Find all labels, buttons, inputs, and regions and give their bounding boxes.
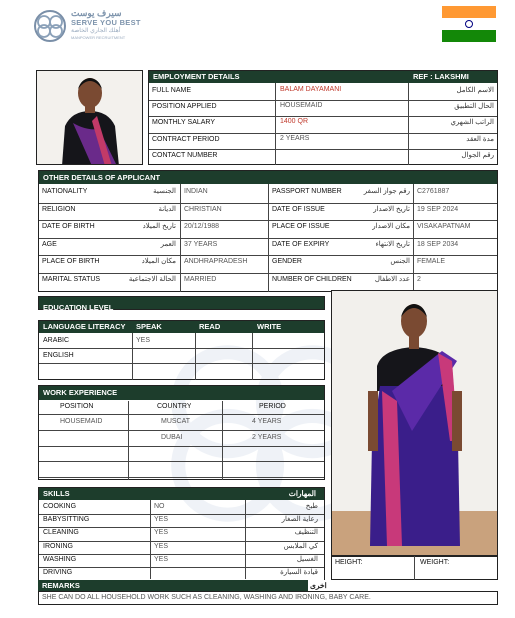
employment-header — [149, 71, 497, 83]
flag-stripe-saffron — [442, 6, 496, 18]
employment-title: EMPLOYMENT DETAILS — [153, 72, 240, 81]
flag-stripe-white — [442, 18, 496, 30]
employment-row-value: 1400 QR — [280, 118, 309, 126]
remarks-title-arabic: اخرى — [310, 581, 327, 590]
other-row-label: PLACE OF BIRTH — [42, 258, 100, 266]
employment-row-label: CONTACT NUMBER — [152, 151, 218, 159]
other-row-arabic: الجنسية — [153, 188, 176, 195]
skill-label: WASHING — [43, 555, 77, 563]
language-col-literacy: LANGUAGE LITERACY — [43, 322, 126, 331]
work-cell: MUSCAT — [161, 418, 191, 425]
skill-arabic: طبخ — [305, 503, 318, 510]
other-row-arabic-right: مكان الاصدار — [372, 223, 410, 231]
other-details-title: OTHER DETAILS OF APPLICANT — [43, 173, 161, 182]
employment-row-arabic: مدة العقد — [466, 135, 494, 143]
skill-arabic: التنظيف — [294, 529, 318, 537]
other-row-label: AGE — [42, 240, 57, 248]
logo-tagline: MANPOWER RECRUITMENT — [71, 35, 126, 40]
skill-value: YES — [154, 555, 169, 563]
employment-row-value: HOUSEMAID — [280, 102, 323, 110]
employment-row-arabic: الحال التطبيق — [454, 103, 494, 111]
employment-row-label: POSITION APPLIED — [152, 103, 217, 111]
row-divider — [39, 255, 497, 256]
logo-arabic: سيرف يوست — [71, 8, 122, 18]
other-row-value: MARRIED — [184, 276, 217, 283]
other-row-arabic: الديانة — [158, 205, 176, 213]
applicant-photo-full — [331, 290, 498, 556]
employment-row-arabic: الاسم الكامل — [456, 87, 494, 94]
other-row-value-right: C2761887 — [417, 188, 450, 195]
other-row-value-right: 2 — [417, 276, 421, 283]
skill-value: YES — [154, 542, 169, 550]
skill-label: DRIVING — [43, 569, 73, 576]
other-row-arabic-right: عدد الاطفال — [374, 276, 410, 283]
applicant-photo-small — [36, 70, 143, 165]
work-col-position: POSITION — [60, 403, 94, 410]
row-divider — [149, 133, 497, 134]
other-row-arabic: الحالة الاجتماعية — [128, 276, 176, 283]
remarks-text: SHE CAN DO ALL HOUSEHOLD WORK SUCH AS CLEANING, WASHING AND IRONING, BABY CARE. — [42, 594, 371, 601]
remarks-title: REMARKS — [42, 581, 80, 590]
other-row-value-right: VISAKAPATNAM — [417, 223, 471, 231]
reference-label: REF : LAKSHMI — [413, 72, 469, 81]
language-cell: ENGLISH — [43, 352, 74, 359]
skills-header — [39, 488, 324, 500]
employment-row-arabic: رقم الجوال — [461, 151, 494, 159]
skill-arabic: قيادة السيارة — [280, 569, 318, 576]
other-row-arabic-right: رقم جواز السفر — [363, 188, 410, 195]
other-row-arabic: العمر — [160, 240, 176, 248]
education-title: EDUCATION LEVEL — [43, 303, 114, 312]
language-cell: YES — [136, 337, 151, 344]
other-row-value-right: FEMALE — [417, 258, 446, 266]
height-label: HEIGHT: — [335, 559, 363, 566]
employment-row-value: 2 YEARS — [280, 134, 310, 142]
row-divider — [39, 461, 324, 462]
work-cell: 2 YEARS — [252, 433, 282, 441]
other-details-header — [39, 171, 497, 184]
other-row-label-right: DATE OF EXPIRY — [272, 240, 330, 248]
row-divider — [39, 446, 324, 447]
work-cell: DUBAI — [161, 433, 183, 441]
other-row-arabic: تاريخ الميلاد — [142, 223, 176, 231]
skill-label: COOKING — [43, 503, 77, 510]
other-row-label-right: DATE OF ISSUE — [272, 205, 325, 213]
work-experience-title: WORK EXPERIENCE — [43, 388, 118, 397]
other-row-label: DATE OF BIRTH — [42, 223, 95, 231]
row-divider — [39, 514, 324, 515]
weight-label: WEIGHT: — [420, 559, 450, 566]
language-col-write: WRITE — [257, 322, 282, 331]
row-divider — [149, 116, 497, 117]
row-divider — [149, 100, 497, 101]
other-row-label-right: PLACE OF ISSUE — [272, 223, 330, 231]
row-divider — [39, 363, 324, 364]
skill-value: YES — [154, 529, 169, 537]
other-row-value: INDIAN — [184, 188, 208, 195]
other-row-label-right: NUMBER OF CHILDREN — [272, 276, 352, 283]
work-col-country: COUNTRY — [157, 403, 192, 410]
other-row-value: CHRISTIAN — [184, 205, 222, 213]
skill-value: NO — [154, 503, 165, 510]
other-row-value: 37 YEARS — [184, 240, 218, 248]
flag-stripe-green — [442, 30, 496, 42]
logo-name: SERVE YOU BEST — [71, 18, 141, 27]
column-divider — [222, 401, 223, 480]
row-divider — [39, 567, 324, 568]
employment-row-arabic: الراتب الشهري — [450, 119, 494, 127]
row-divider — [39, 477, 324, 478]
skills-title-arabic: المهارات — [288, 489, 316, 498]
skill-arabic: الغسيل — [296, 555, 318, 563]
employment-row-label: MONTHLY SALARY — [152, 119, 216, 127]
row-divider — [39, 541, 324, 542]
skills-title: SKILLS — [43, 489, 70, 498]
language-cell: ARABIC — [43, 337, 70, 344]
other-row-arabic-right: تاريخ الاصدار — [373, 205, 410, 213]
other-row-label: NATIONALITY — [42, 188, 88, 195]
employment-row-value: BALAM DAYAMANI — [280, 86, 342, 93]
row-divider — [39, 554, 324, 555]
person-portrait-icon — [37, 71, 143, 165]
row-divider — [39, 414, 324, 415]
other-row-value: 20/12/1988 — [184, 223, 220, 231]
other-row-arabic-right: الجنس — [390, 258, 410, 266]
work-experience-header — [39, 386, 324, 400]
row-divider — [39, 527, 324, 528]
skill-value: YES — [154, 516, 169, 524]
other-row-label-right: GENDER — [272, 258, 302, 266]
skill-label: IRONING — [43, 542, 73, 550]
row-divider — [149, 149, 497, 150]
skill-arabic: كي الملابس — [283, 542, 318, 550]
work-cell: 4 YEARS — [252, 418, 282, 425]
logo-emblem-icon — [33, 9, 67, 43]
skill-label: BABYSITTING — [43, 516, 90, 524]
row-divider — [39, 273, 497, 274]
logo-tagline-arabic: أهلك الجاري الخاصة — [71, 28, 121, 34]
row-divider — [39, 220, 497, 221]
language-col-speak: SPEAK — [136, 322, 162, 331]
other-row-label: MARITAL STATUS — [42, 276, 101, 283]
column-divider — [128, 401, 129, 480]
other-row-arabic-right: تاريخ الانتهاء — [375, 240, 410, 248]
person-full-body-icon — [332, 291, 498, 556]
other-row-value: ANDHRAPRADESH — [184, 258, 248, 266]
other-row-value-right: 19 SEP 2024 — [417, 205, 459, 213]
skill-arabic: رعاية الصغار — [281, 516, 318, 524]
india-flag — [442, 6, 496, 42]
work-col-period: PERIOD — [259, 403, 286, 410]
work-cell: HOUSEMAID — [60, 418, 103, 425]
row-divider — [39, 238, 497, 239]
remarks-header — [38, 580, 325, 591]
other-row-arabic: مكان الميلاد — [141, 258, 176, 266]
skill-label: CLEANING — [43, 529, 79, 537]
company-logo — [33, 8, 143, 44]
other-row-label-right: PASSPORT NUMBER — [272, 188, 342, 195]
other-row-label: RELIGION — [42, 205, 76, 213]
employment-row-label: FULL NAME — [152, 87, 192, 94]
employment-row-label: CONTRACT PERIOD — [152, 135, 220, 143]
language-header — [39, 321, 324, 333]
flag-chakra-icon — [465, 20, 473, 28]
row-divider — [39, 203, 497, 204]
education-level-bar — [38, 296, 325, 310]
other-row-value-right: 18 SEP 2034 — [417, 240, 459, 248]
language-col-read: READ — [199, 322, 221, 331]
row-divider — [39, 348, 324, 349]
